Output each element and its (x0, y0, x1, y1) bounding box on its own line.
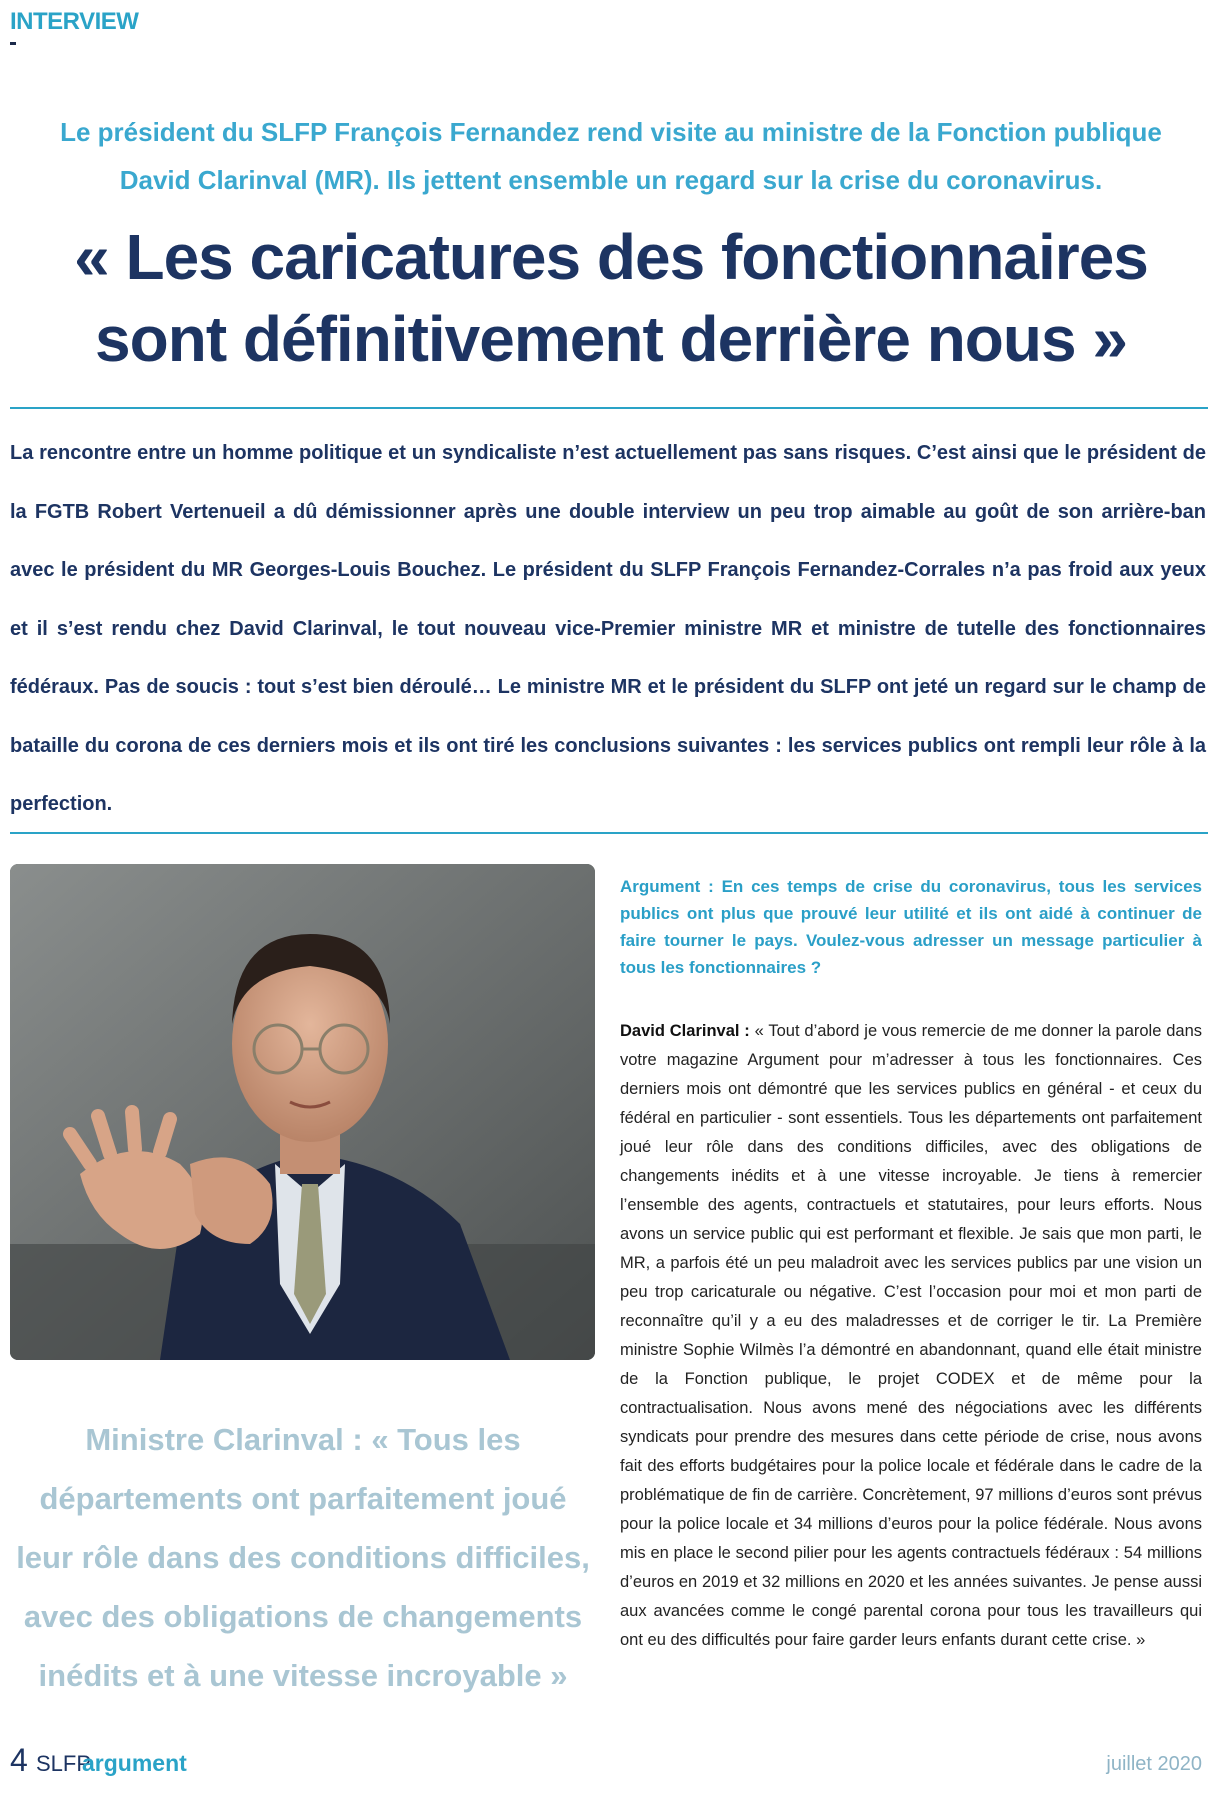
divider-top (10, 407, 1208, 409)
brand-name: argument (82, 1750, 187, 1776)
article-intro: La rencontre entre un homme politique et un syndicaliste n’est actuellement pas sans risques. C’est ainsi que le président de la FGTB Robert Vertenueil a dû démissionner après une double interview un peu trop aimable au goût de son arrière-ban avec le président du MR Georges-Louis Bouchez. Le président du SLFP François Fernandez-Corrales n’a pas froid aux yeux et il s’est rendu chez David Clarinval, le tout nouveau vice-Premier ministre MR et ministre de tutelle des fonctionnaires fédéraux. Pas de soucis : tout s’est bien déroulé… Le ministre MR et le président du SLFP ont jeté un regard sur le champ de bataille du corona de ces derniers mois et ils ont tiré les conclusions suivantes : les services publics ont rempli leur rôle à la perfection. (10, 442, 1206, 815)
article-kicker: Le président du SLFP François Fernandez rend visite au ministre de la Fonction publique David Clarinval (MR). Ils jettent ensemble un regard sur la crise du coronavirus. (60, 117, 1162, 195)
section-marker (10, 42, 16, 45)
minister-photo (10, 864, 595, 1360)
interview-question: Argument : En ces temps de crise du coronavirus, tous les services publics ont plus que prouvé leur utilité et ils ont aidé à continuer de faire tourner le pays. Voulez-vous adresser un message particulier à tous les fonctionnaires ? (620, 877, 1202, 977)
section-label: INTERVIEW (10, 8, 139, 35)
interview-answer (620, 1017, 1202, 1655)
answer-speaker: David Clarinval : (620, 1022, 750, 1040)
page-number: 4 (10, 1742, 28, 1778)
pull-quote: Ministre Clarinval : « Tous les départements ont parfaitement joué leur rôle dans des conditions difficiles, avec des obligations de changements inédits et à une vitesse incroyable » (16, 1422, 590, 1693)
article-headline: « Les caricatures des fonctionnaires sont définitivement derrière nous » (74, 221, 1148, 375)
issue-date: juillet 2020 (1106, 1753, 1202, 1775)
portrait-illustration (10, 864, 595, 1360)
answer-text: « Tout d’abord je vous remercie de me donner la parole dans votre magazine Argument pour m’adresser à tous les fonctionnaires. Ces derniers mois ont démontré que les services publics en général - et ceux du fédéral en particulier - sont essentiels. Tous les départements ont parfaitement joué leur rôle dans des conditions difficiles, avec des obligations de changements inédits et à une vitesse incroyable. Je tiens à remercier l’ensemble des agents, contractuels et statutaires, pour leurs efforts. Nous avons un service public qui est performant et flexible. Je sais que mon parti, le MR, a parfois été un peu maladroit avec les services publics par une vision un peu trop caricaturale ou négative. C’est l’occasion pour moi et mon parti de reconnaître qu’il y a eu des maladresses et de corriger le tir. La Première ministre Sophie Wilmès l’a démontré en abandonnant, quand elle était ministre de la Fonction publique, le projet CODEX et de même pour la contractualisation. Nous avons mené des négociations avec les différents syndicats pour prendre des mesures dans cette période de crise, nous avons fait des efforts budgétaires pour la police locale et fédérale dans le cadre de la problématique de fin de carrière. Concrètement, 97 millions d’euros sont prévus pour la police locale et 34 millions d’euros pour la police fédérale. Nous avons mis en place le second pilier pour les agents contractuels fédéraux : 54 millions d’euros en 2019 et 32 millions en 2020 et les années suivantes. Je pense aussi aux avancées comme le congé parental corona pour tous les travailleurs qui ont eu des difficultés pour faire garder leurs enfants durant cette crise. » (620, 1022, 1202, 1649)
divider-middle (10, 832, 1208, 834)
brand-prefix: SLFP (36, 1751, 92, 1776)
